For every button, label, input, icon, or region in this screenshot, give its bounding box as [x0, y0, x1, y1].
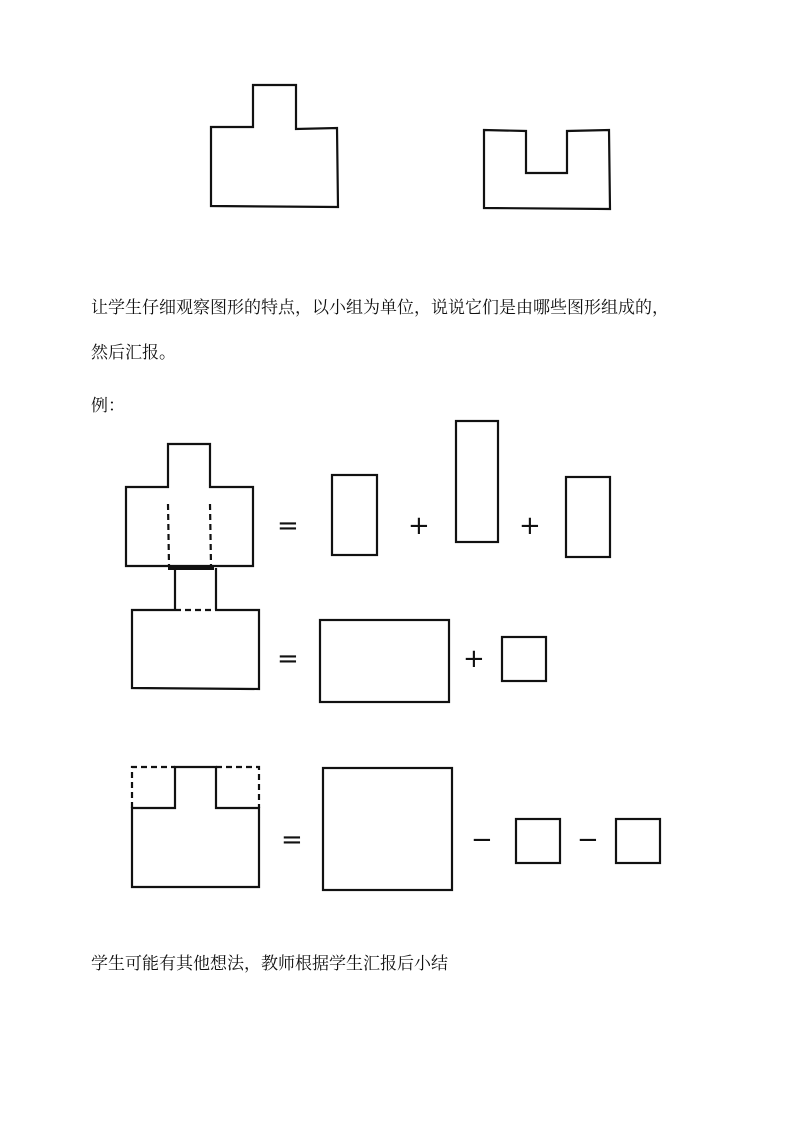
large-rectangle-part: [320, 620, 449, 702]
closing-text: 学生可能有其他想法，教师根据学生汇报后小结: [91, 954, 448, 974]
t-shape-figure: [132, 767, 259, 887]
t-shape-split-figure: [126, 444, 253, 566]
right-rectangle-part: [566, 477, 610, 557]
u-shape-figure: [484, 130, 610, 209]
equals-sign: =: [281, 825, 303, 855]
example-row-2: [132, 568, 546, 702]
cutout-dashed-left: [132, 767, 175, 808]
instruction-line-1: 让学生仔细观察图形的特点，以小组为单位，说说它们是由哪些图形组成的，: [91, 298, 669, 318]
plus-sign: +: [408, 511, 430, 541]
plus-sign: +: [519, 511, 541, 541]
minus-sign: −: [577, 825, 599, 855]
left-rectangle-part: [332, 475, 377, 555]
base-rectangle: [132, 610, 259, 689]
cutout-dashed-right: [216, 767, 259, 808]
example-row-1: [126, 421, 610, 566]
small-square-part: [502, 637, 546, 681]
example-row-3: [132, 767, 660, 890]
plus-sign: +: [463, 644, 485, 674]
minus-sign: −: [471, 825, 493, 855]
split-line-right: [210, 504, 211, 566]
t-shape-figure: [211, 85, 338, 207]
equals-sign: =: [277, 511, 299, 541]
instruction-line-2: 然后汇报。: [91, 343, 176, 363]
small-square-part: [616, 819, 660, 863]
split-line-left: [168, 504, 169, 566]
big-square-part: [323, 768, 452, 890]
tall-rectangle-part: [456, 421, 498, 542]
small-square-part: [516, 819, 560, 863]
equals-sign: =: [277, 644, 299, 674]
top-stem: [175, 568, 216, 610]
example-label: 例：: [91, 396, 125, 416]
